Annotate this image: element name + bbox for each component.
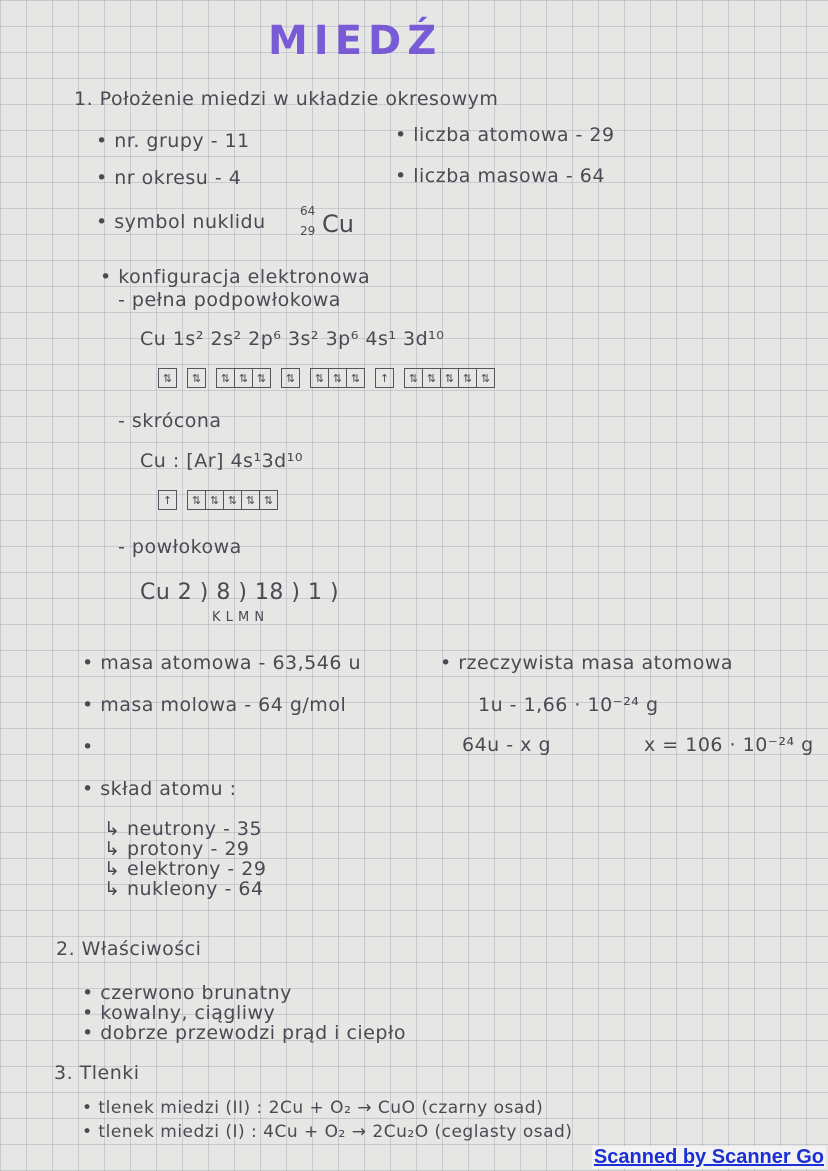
nuclide-atomic: 29 bbox=[300, 224, 316, 238]
oxide-item: • tlenek miedzi (I) : 4Cu + O₂ → 2Cu₂O (ceglasty osad) bbox=[82, 1122, 573, 1142]
shell-letters: K L M N bbox=[212, 610, 265, 625]
section1-heading: 1. Położenie miedzi w układzie okresowym bbox=[74, 88, 499, 110]
orbital-cell: ⇅ bbox=[224, 491, 242, 509]
config-heading: • konfiguracja elektronowa bbox=[100, 266, 371, 288]
full-config-label: - pełna podpowłokowa bbox=[118, 289, 341, 311]
oxide-item: • tlenek miedzi (II) : 2Cu + O₂ → CuO (czarny osad) bbox=[82, 1098, 544, 1118]
bullet-dot: • bbox=[82, 736, 94, 758]
orbital-cell: ⇅ bbox=[350, 371, 361, 385]
nuclide-mass: 64 bbox=[300, 204, 316, 218]
orbital-cell: ⇅ bbox=[263, 493, 274, 507]
orbital-box bbox=[404, 368, 495, 388]
orbital-cell: ⇅ bbox=[441, 369, 459, 387]
shell-config: Cu 2 ) 8 ) 18 ) 1 ) bbox=[140, 580, 340, 605]
short-config-label: - skrócona bbox=[118, 410, 222, 432]
orbital-cell: ↑ bbox=[379, 371, 390, 385]
orbital-cell: ⇅ bbox=[162, 371, 173, 385]
orbital-cell: ⇅ bbox=[256, 371, 267, 385]
period-number: • nr okresu - 4 bbox=[96, 167, 242, 189]
orbital-cell: ⇅ bbox=[285, 371, 296, 385]
orbital-cell: ⇅ bbox=[235, 369, 253, 387]
atomic-mass: • masa atomowa - 63,546 u bbox=[82, 652, 362, 674]
orbital-cell: ⇅ bbox=[311, 369, 329, 387]
orbital-box bbox=[216, 368, 271, 388]
full-config: Cu 1s² 2s² 2p⁶ 3s² 3p⁶ 4s¹ 3d¹⁰ bbox=[140, 328, 445, 350]
scanner-watermark[interactable]: Scanned by Scanner Go bbox=[593, 1146, 824, 1168]
nuclide-element: Cu bbox=[322, 210, 354, 238]
real-mass-line2: 64u - x g bbox=[462, 734, 551, 756]
composition-heading: • skład atomu : bbox=[82, 778, 237, 800]
property-item: • dobrze przewodzi prąd i ciepło bbox=[82, 1022, 406, 1044]
page-title: MIEDŹ bbox=[268, 18, 443, 64]
orbital-box bbox=[158, 490, 177, 510]
orbital-cell: ↑ bbox=[162, 493, 173, 507]
composition-item: ↳ neutrony - 35 bbox=[104, 818, 263, 840]
orbital-box bbox=[187, 368, 206, 388]
orbital-cell: ⇅ bbox=[405, 369, 423, 387]
orbital-diagram-full bbox=[158, 368, 495, 388]
composition-item: ↳ nukleony - 64 bbox=[104, 878, 264, 900]
orbital-cell: ⇅ bbox=[423, 369, 441, 387]
orbital-cell: ⇅ bbox=[329, 369, 347, 387]
real-mass-heading: • rzeczywista masa atomowa bbox=[440, 652, 733, 674]
short-config: Cu : [Ar] 4s¹3d¹⁰ bbox=[140, 450, 303, 472]
atomic-number: • liczba atomowa - 29 bbox=[395, 124, 615, 146]
shell-config-label: - powłokowa bbox=[118, 536, 242, 558]
orbital-cell: ⇅ bbox=[459, 369, 477, 387]
real-mass-result: x = 106 · 10⁻²⁴ g bbox=[644, 734, 814, 756]
orbital-box bbox=[310, 368, 365, 388]
orbital-cell: ⇅ bbox=[188, 491, 206, 509]
composition-item: ↳ elektrony - 29 bbox=[104, 858, 267, 880]
orbital-box bbox=[187, 490, 278, 510]
orbital-box bbox=[158, 368, 177, 388]
group-number: • nr. grupy - 11 bbox=[96, 130, 250, 152]
orbital-cell: ⇅ bbox=[206, 491, 224, 509]
molar-mass: • masa molowa - 64 g/mol bbox=[82, 694, 347, 716]
orbital-box bbox=[375, 368, 394, 388]
orbital-cell: ⇅ bbox=[480, 371, 491, 385]
section3-heading: 3. Tlenki bbox=[54, 1062, 140, 1084]
real-mass-line1: 1u - 1,66 · 10⁻²⁴ g bbox=[478, 694, 659, 716]
orbital-diagram-short bbox=[158, 490, 278, 510]
section2-heading: 2. Właściwości bbox=[56, 938, 202, 960]
property-item: • kowalny, ciągliwy bbox=[82, 1002, 276, 1024]
nuclide-label: • symbol nuklidu bbox=[96, 211, 266, 233]
property-item: • czerwono brunatny bbox=[82, 982, 292, 1004]
orbital-cell: ⇅ bbox=[191, 371, 202, 385]
orbital-box bbox=[281, 368, 300, 388]
composition-item: ↳ protony - 29 bbox=[104, 838, 250, 860]
mass-number: • liczba masowa - 64 bbox=[395, 165, 605, 187]
orbital-cell: ⇅ bbox=[242, 491, 260, 509]
orbital-cell: ⇅ bbox=[217, 369, 235, 387]
